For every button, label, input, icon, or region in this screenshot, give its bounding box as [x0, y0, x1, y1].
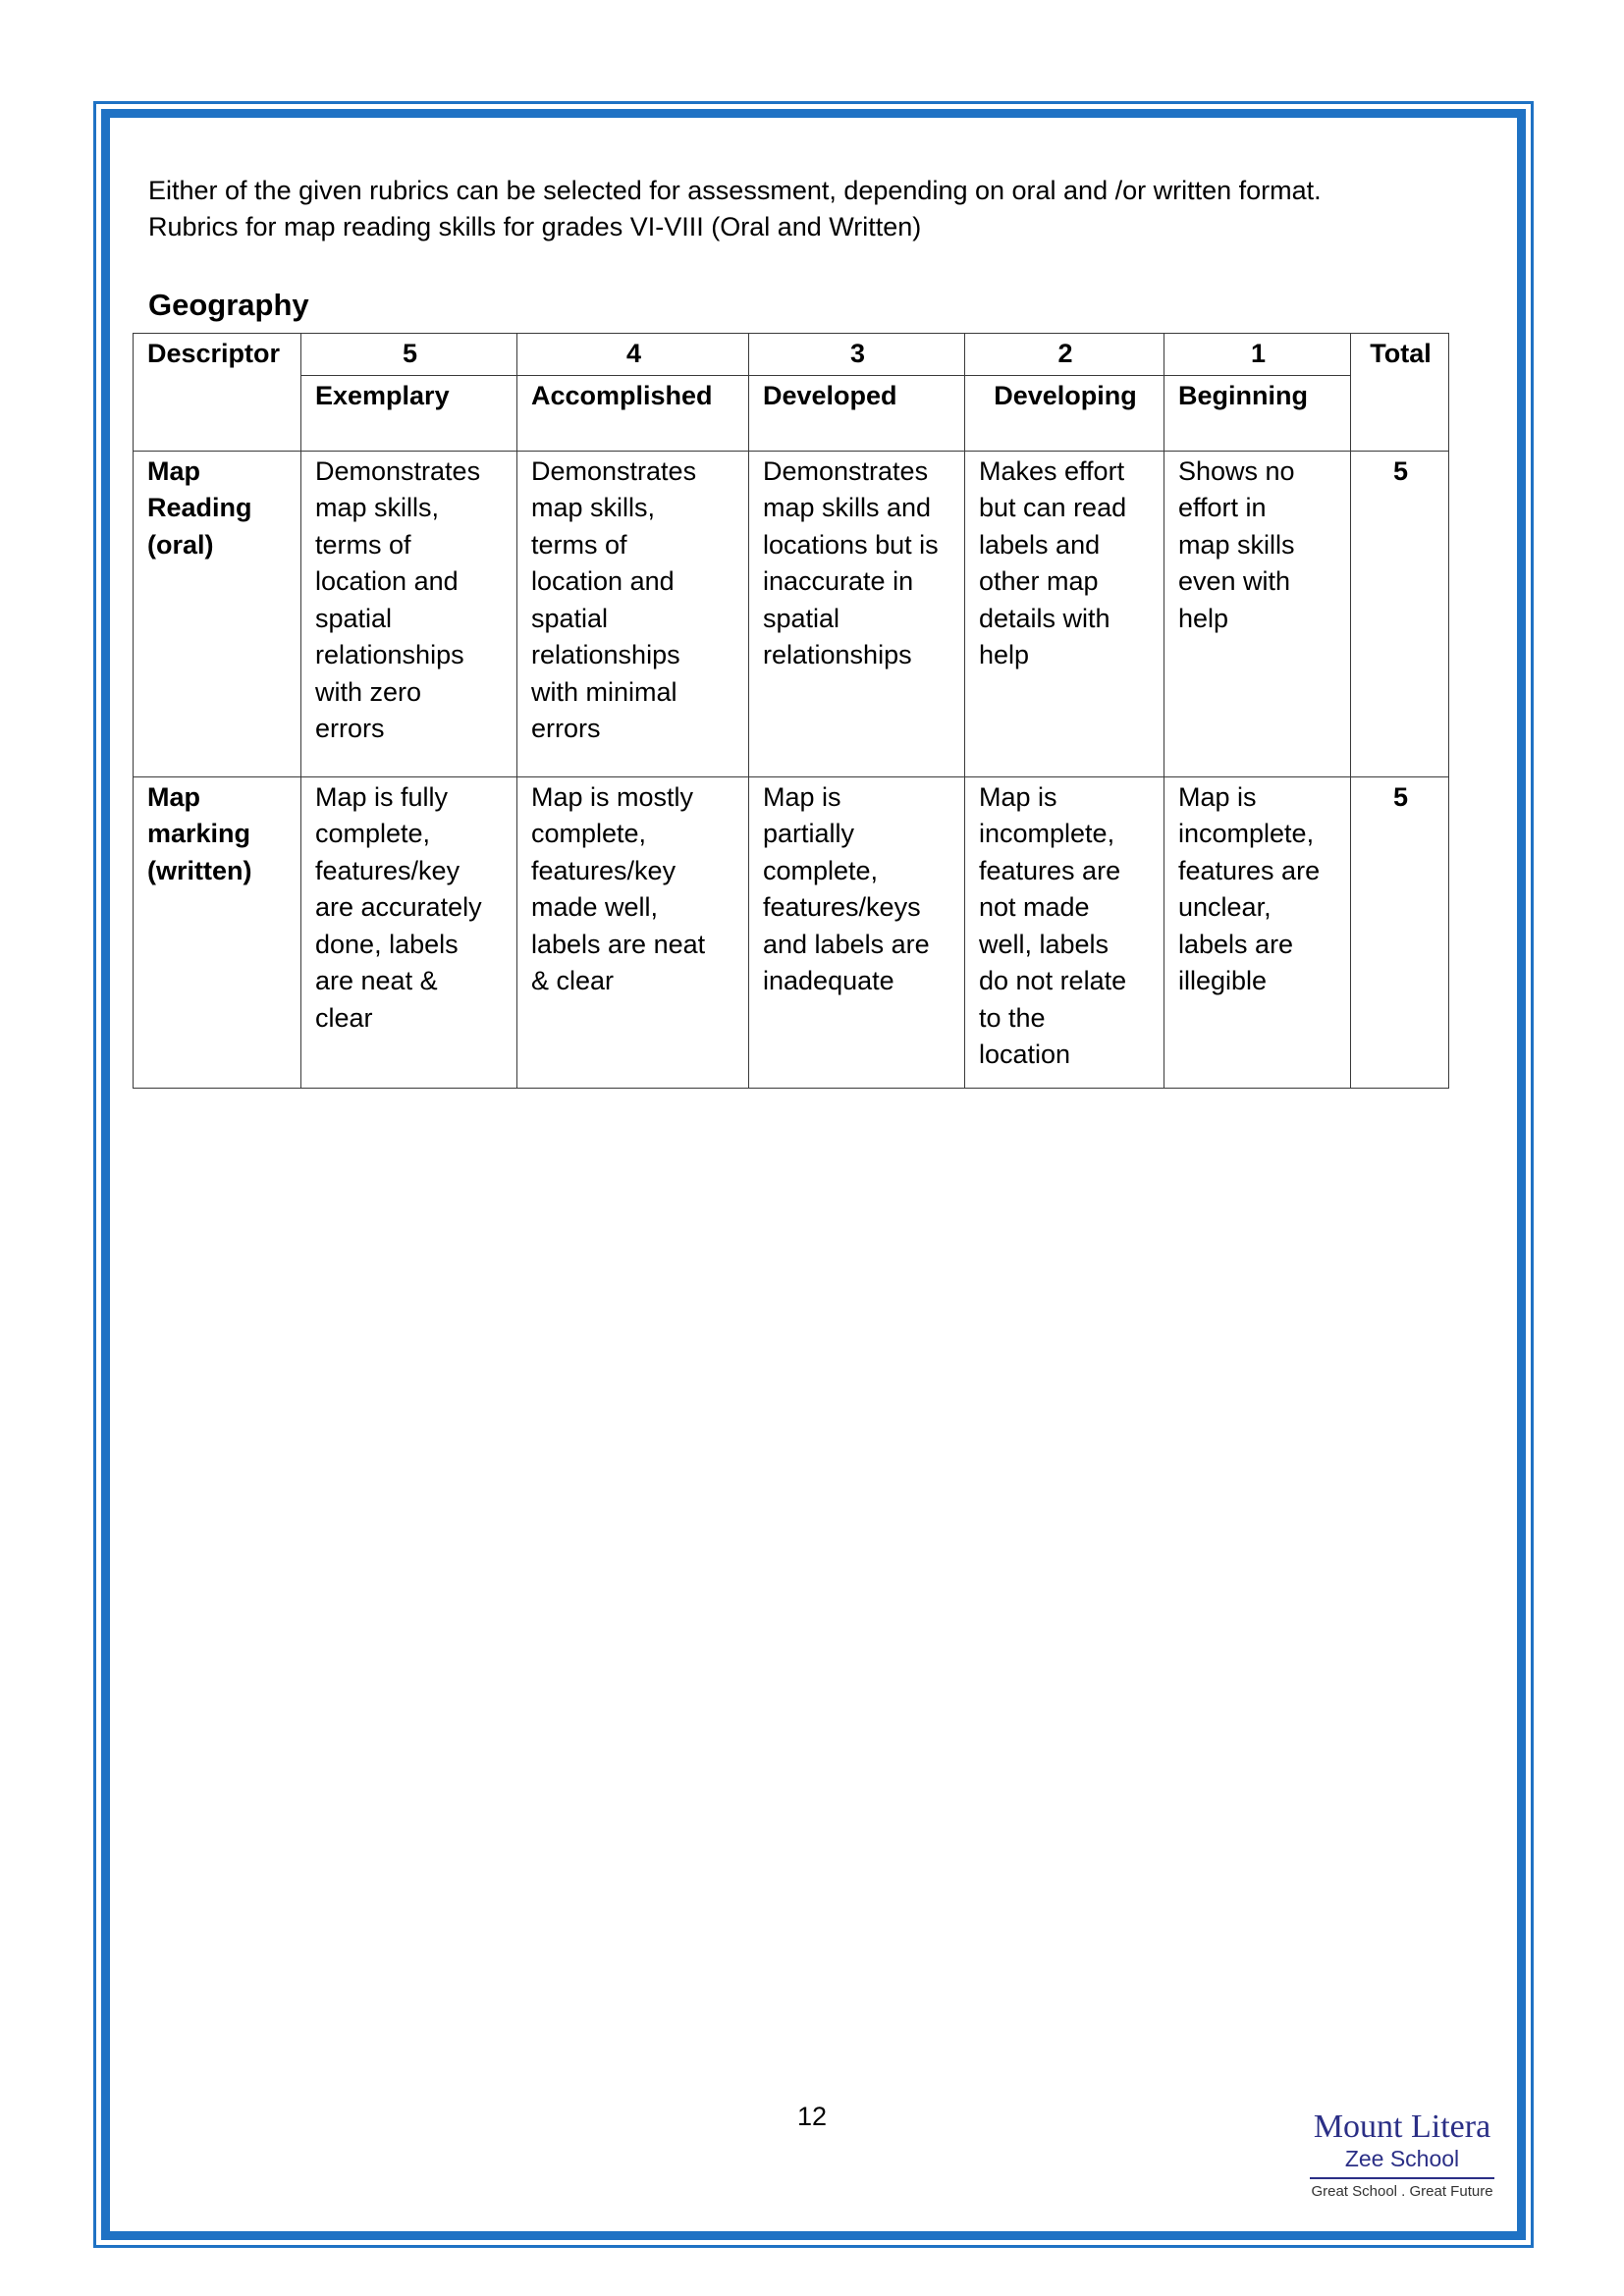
rubric-cell: Demonstrates map skills, terms of location and spatial relationships with minimal errors: [517, 451, 749, 776]
rubric-cell: Makes effort but can read labels and other map details with help: [965, 451, 1164, 776]
page-number: 12: [796, 2102, 828, 2131]
rubric-cell: Map is incomplete, features are unclear, labels are illegible: [1164, 776, 1351, 1088]
score-header: 5: [301, 334, 517, 376]
logo-tagline: Great School . Great Future: [1311, 2183, 1493, 2200]
rubric-cell: Map is fully complete, features/key are accurately done, labels are neat & clear: [301, 776, 517, 1088]
row-descriptor: Map Reading (oral): [134, 451, 301, 776]
score-header: 2: [965, 334, 1164, 376]
intro-line-1: Either of the given rubrics can be selected for assessment, depending on oral and /or written format.: [148, 176, 1322, 205]
rubric-cell: Map is partially complete, features/keys and labels are inadequate: [749, 776, 965, 1088]
logo-name: Mount Litera: [1313, 2109, 1491, 2145]
level-header: Developed: [749, 375, 965, 451]
row-descriptor: Map marking (written): [134, 776, 301, 1088]
logo-subtitle: Zee School: [1344, 2146, 1460, 2171]
level-header: Beginning: [1164, 375, 1351, 451]
table-row: [134, 451, 1449, 776]
rubric-cell: Map is incomplete, features are not made well, labels do not relate to the location: [965, 776, 1164, 1088]
score-header: 4: [517, 334, 749, 376]
level-header: Accomplished: [517, 375, 749, 451]
intro-text: [148, 173, 1322, 245]
header-row-levels: [134, 375, 1449, 451]
school-logo: [1304, 2109, 1500, 2201]
total-header: Total: [1351, 334, 1449, 452]
logo-divider: [1310, 2177, 1494, 2179]
row-total: 5: [1351, 776, 1449, 1088]
rubric-cell: Shows no effort in map skills even with help: [1164, 451, 1351, 776]
row-total: 5: [1351, 451, 1449, 776]
header-row-scores: [134, 334, 1449, 376]
intro-line-2: Rubrics for map reading skills for grades VI-VIII (Oral and Written): [148, 212, 922, 241]
rubric-table: [133, 333, 1449, 1089]
section-title: Geography: [148, 288, 309, 322]
level-header: Developing: [965, 375, 1164, 451]
rubric-cell: Demonstrates map skills and locations but is inaccurate in spatial relationships: [749, 451, 965, 776]
score-header: 3: [749, 334, 965, 376]
table-row: [134, 776, 1449, 1088]
rubric-cell: Map is mostly complete, features/key made well, labels are neat & clear: [517, 776, 749, 1088]
score-header: 1: [1164, 334, 1351, 376]
rubric-cell: Demonstrates map skills, terms of location and spatial relationships with zero errors: [301, 451, 517, 776]
level-header: Exemplary: [301, 375, 517, 451]
descriptor-header: Descriptor: [134, 334, 301, 452]
